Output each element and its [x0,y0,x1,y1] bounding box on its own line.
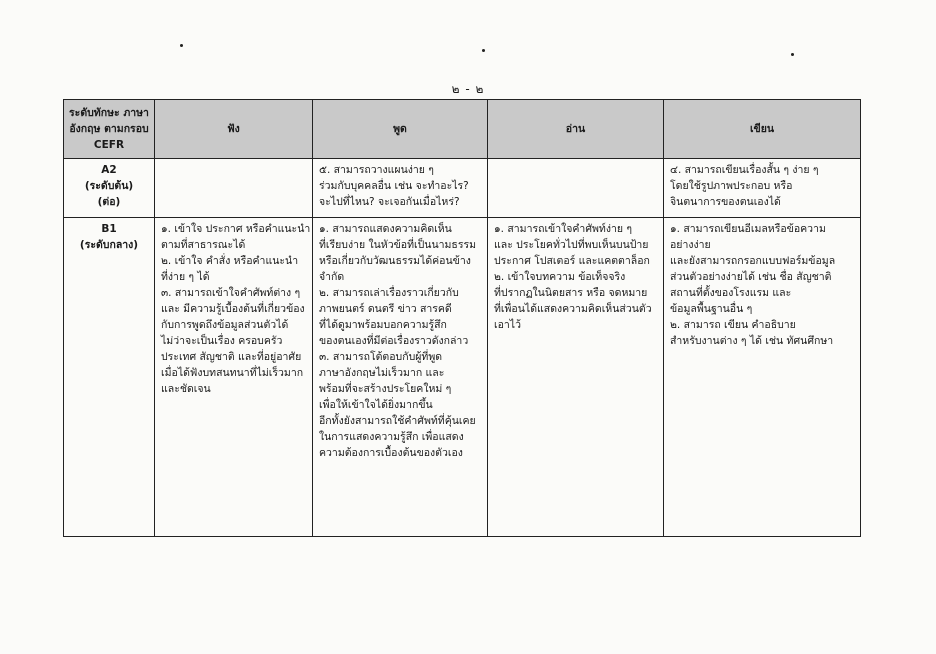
cell-line: จำกัด [319,271,345,283]
cell-line: ภาพยนตร์ ดนตรี ข่าว สารคดี [319,303,452,315]
cell-line: เมื่อได้ฟังบทสนทนาที่ไม่เร็วมาก [161,367,304,379]
scan-speck [482,49,485,52]
header-writing: เขียน [664,100,861,159]
cell-line: ๔. สามารถเขียนเรื่องสั้น ๆ ง่าย ๆ [670,164,819,176]
cell-line: สำหรับงานต่าง ๆ ได้ เช่น ทัศนศึกษา [670,335,834,347]
level-line: A2 [101,164,117,176]
scan-speck [791,53,794,56]
cell-line: ๒. สามารถเล่าเรื่องราวเกี่ยวกับ [319,287,459,299]
cell-line: ภาษาอังกฤษไม่เร็วมาก และ [319,367,445,379]
table-header-row [64,100,861,159]
cell-line: จินตนาการของตนเองได้ [670,196,781,208]
cell-line: โดยใช้รูปภาพประกอบ หรือ [670,180,793,192]
cell-line: ๑. สามารถเข้าใจคำศัพท์ง่าย ๆ [494,223,632,235]
cell-line: ที่ได้ดูมาพร้อมบอกความรู้สึก [319,319,447,331]
cell-line: ส่วนตัวอย่างง่ายได้ เช่น ชื่อ สัญชาติ [670,271,832,283]
header-level [64,100,155,159]
cell-line: ประเทศ สัญชาติ และที่อยู่อาศัย [161,351,302,363]
table-row-a2 [64,159,861,218]
cell-b1-reading [488,218,664,537]
cell-line: และ มีความรู้เบื้องต้นที่เกี่ยวข้อง [161,303,305,315]
cell-a2-listening [155,159,313,218]
cefr-skills-table [63,99,861,537]
header-listening: ฟัง [155,100,313,159]
table-row-b1 [64,218,861,537]
cell-line: ๓. สามารถเข้าใจคำศัพท์ต่าง ๆ [161,287,301,299]
cell-line: ที่เพื่อนได้แสดงความคิดเห็นส่วนตัว [494,303,652,315]
cell-line: จะไปที่ไหน? จะเจอกันเมื่อไหร่? [319,196,460,208]
cell-line: ที่เรียบง่าย ในหัวข้อที่เป็นนามธรรม [319,239,477,251]
cell-line: ๕. สามารถวางแผนง่าย ๆ [319,164,434,176]
level-cell-b1 [64,218,155,537]
cell-line: ๒. เข้าใจบทความ ข้อเท็จจริง [494,271,626,283]
cell-line: อย่างง่าย [670,239,711,251]
cell-line: ข้อมูลพื้นฐานอื่น ๆ [670,303,753,315]
cell-line: ๑. สามารถเขียนอีเมลหรือข้อความ [670,223,826,235]
cell-line: ๒. เข้าใจ คำสั่ง หรือคำแนะนำ [161,255,299,267]
cell-line: สถานที่ตั้งของโรงแรม และ [670,287,792,299]
cell-line: พร้อมที่จะสร้างประโยคใหม่ ๆ [319,383,452,395]
cell-line: ตามที่สาธารณะได้ [161,239,246,251]
cell-line: และชัดเจน [161,383,211,395]
cell-line: ๑. เข้าใจ ประกาศ หรือคำแนะนำ [161,223,311,235]
cell-line: และยังสามารถกรอกแบบฟอร์มข้อมูล [670,255,836,267]
level-line: (ระดับกลาง) [79,239,139,251]
level-cell-a2 [64,159,155,218]
header-level-line: ระดับทักษะ [69,107,120,119]
cell-line: กับการพูดถึงข้อมูลส่วนตัวได้ [161,319,289,331]
cell-line: เอาไว้ [494,319,521,331]
cell-line: เพื่อให้เข้าใจได้ยิ่งมากขึ้น [319,399,433,411]
cell-line: ประกาศ โปสเตอร์ และแคตตาล็อก [494,255,650,267]
header-level-line: ภาษาอังกฤษ [69,107,149,135]
cell-line: ที่ปรากฏในนิตยสาร หรือ จดหมาย [494,287,648,299]
cell-line: หรือเกี่ยวกับวัฒนธรรมได้ค่อนข้าง [319,255,471,267]
cell-line: ๑. สามารถแสดงความคิดเห็น [319,223,452,235]
header-level-line: ตามกรอบ CEFR [93,123,149,151]
cell-line: ของตนเองที่มีต่อเรื่องราวดังกล่าว [319,335,469,347]
page-number: ๒ - ๒ [451,82,485,96]
level-line: (ระดับต้น) [84,180,134,192]
cell-line: ที่ง่าย ๆ ได้ [161,271,210,283]
cell-a2-reading [488,159,664,218]
cell-line: อีกทั้งยังสามารถใช้คำศัพท์ที่คุ้นเคย [319,415,476,427]
cell-line: ความต้องการเบื้องต้นของตัวเอง [319,447,463,459]
header-speaking: พูด [313,100,488,159]
cell-line: ๓. สามารถโต้ตอบกับผู้ที่พูด [319,351,443,363]
level-line: (ต่อ) [97,196,121,208]
cell-line: และ ประโยคทั่วไปที่พบเห็นบนป้าย [494,239,649,251]
cell-line: ไม่ว่าจะเป็นเรื่อง ครอบครัว [161,335,283,347]
cell-b1-writing [664,218,861,537]
cell-b1-speaking [313,218,488,537]
cell-line: ร่วมกับบุคคลอื่น เช่น จะทำอะไร? [319,180,469,192]
cell-line: ๒. สามารถ เขียน คำอธิบาย [670,319,796,331]
header-reading: อ่าน [488,100,664,159]
cell-b1-listening [155,218,313,537]
cell-a2-speaking [313,159,488,218]
scan-speck [180,44,183,47]
cell-line: ในการแสดงความรู้สึก เพื่อแสดง [319,431,464,443]
level-line: B1 [101,223,117,235]
cell-a2-writing [664,159,861,218]
